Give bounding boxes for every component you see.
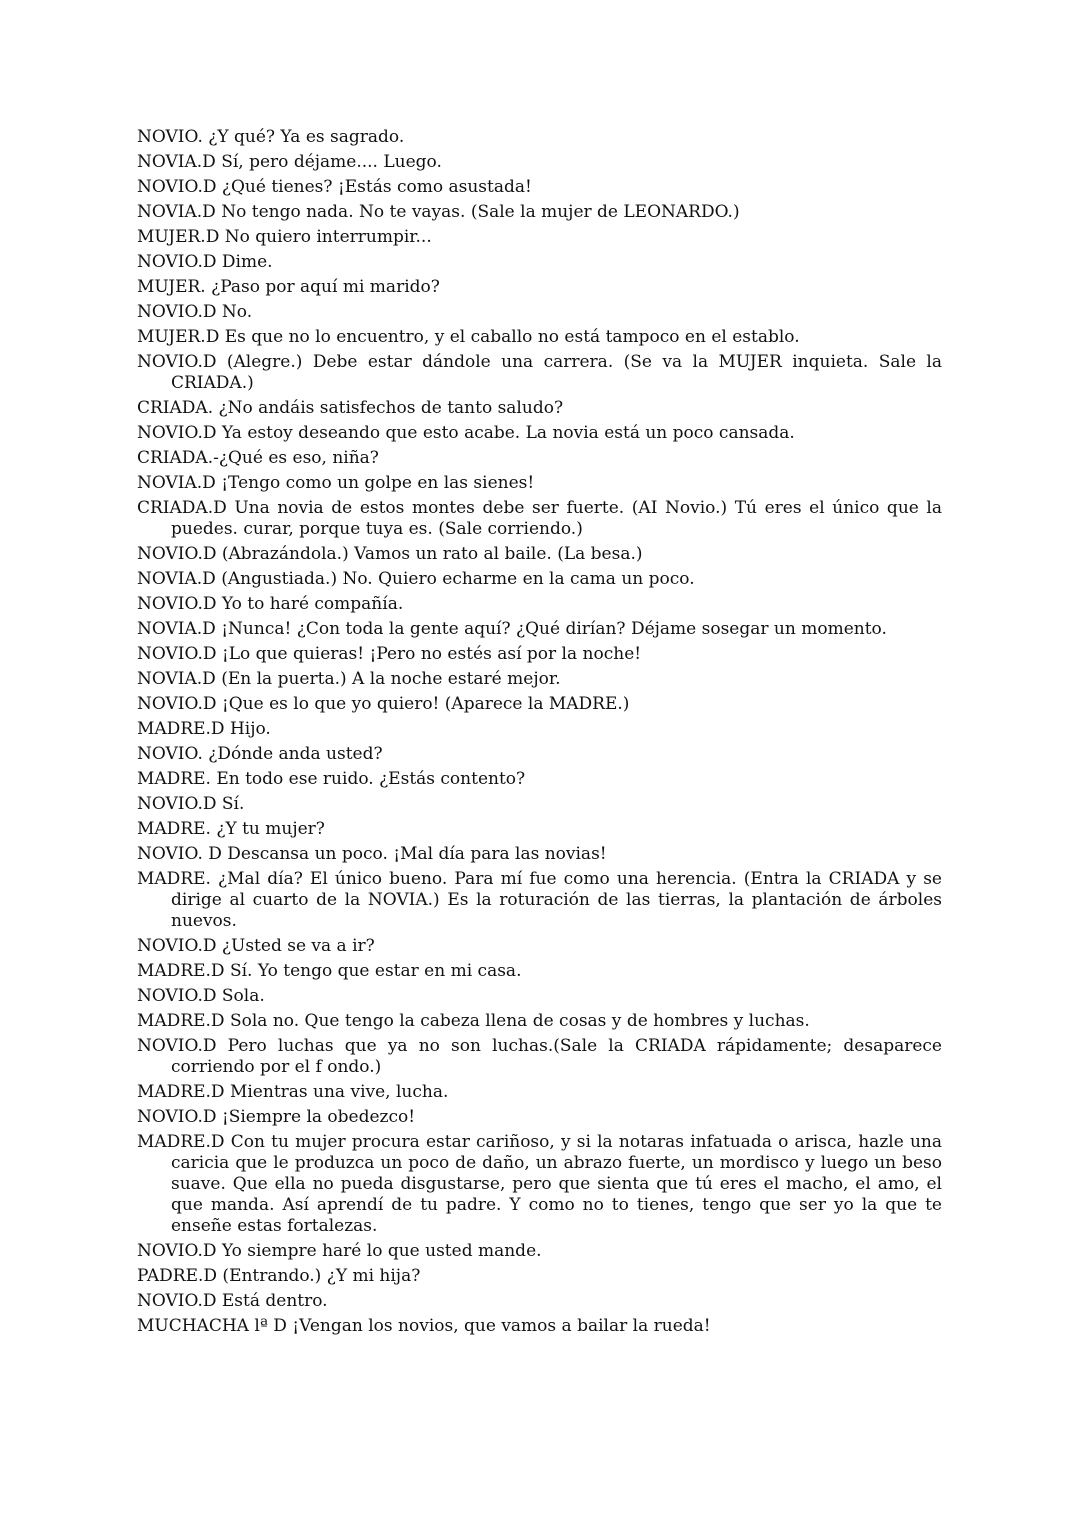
dialogue-line: NOVIO.D Pero luchas que ya no son luchas.(Sale la CRIADA rápidamente; desaparece corriendo por el f ondo.): [137, 1036, 942, 1077]
dialogue-line: CRIADA.-¿Qué es eso, niña?: [137, 448, 379, 468]
dialogue-line: NOVIO. ¿Y qué? Ya es sagrado.: [137, 127, 405, 147]
dialogue-line: NOVIO.D Yo to haré compañía.: [137, 594, 404, 614]
dialogue-line: MUJER.D No quiero interrumpir...: [137, 227, 432, 247]
dialogue-line: NOVIO.D Sola.: [137, 986, 265, 1006]
dialogue-line: PADRE.D (Entrando.) ¿Y mi hija?: [137, 1266, 421, 1286]
script-page: [137, 127, 942, 1341]
dialogue-line: MADRE.D Hijo.: [137, 719, 271, 739]
dialogue-line: NOVIO.D ¡Siempre la obedezco!: [137, 1107, 416, 1127]
dialogue-line: MADRE. ¿Y tu mujer?: [137, 819, 325, 839]
dialogue-line: NOVIO.D (Abrazándola.) Vamos un rato al baile. (La besa.): [137, 544, 643, 564]
dialogue-line: MUCHACHA lª D ¡Vengan los novios, que vamos a bailar la rueda!: [137, 1316, 711, 1336]
dialogue-line: NOVIO.D ¿Usted se va a ir?: [137, 936, 375, 956]
dialogue-line: NOVIO.D Dime.: [137, 252, 273, 272]
dialogue-line: NOVIO.D No.: [137, 302, 253, 322]
dialogue-line: CRIADA.D Una novia de estos montes debe ser fuerte. (AI Novio.) Tú eres el único que la puedes. curar, porque tuya es. (Sale corriendo.): [137, 498, 942, 539]
dialogue-line: MADRE. ¿Mal día? El único bueno. Para mí fue como una herencia. (Entra la CRIADA y se dirige al cuarto de la NOVIA.) Es la roturación de las tierras, la plantación de árboles nuevos.: [137, 869, 942, 931]
dialogue-line: NOVIA.D Sí, pero déjame.... Luego.: [137, 152, 442, 172]
dialogue-line: NOVIO.D ¡Lo que quieras! ¡Pero no estés así por la noche!: [137, 644, 642, 664]
dialogue-line: MADRE.D Mientras una vive, lucha.: [137, 1082, 449, 1102]
dialogue-line: NOVIA.D ¡Tengo como un golpe en las sienes!: [137, 473, 535, 493]
dialogue-line: NOVIA.D (En la puerta.) A la noche estaré mejor.: [137, 669, 561, 689]
dialogue-line: MUJER. ¿Paso por aquí mi marido?: [137, 277, 440, 297]
dialogue-line: NOVIO.D Ya estoy deseando que esto acabe. La novia está un poco cansada.: [137, 423, 795, 443]
dialogue-line: MADRE.D Con tu mujer procura estar cariñoso, y si la notaras infatuada o arisca, hazle una caricia que le produzca un poco de daño, un abrazo fuerte, un mordisco y luego un beso suave. Que ella no pueda disgustarse, pero que sienta que tú eres el macho, el amo, el que manda. Así aprendí de tu padre. Y como no to tienes, tengo que ser yo la que te enseñe estas fortalezas.: [137, 1132, 942, 1236]
dialogue-line: NOVIO. ¿Dónde anda usted?: [137, 744, 383, 764]
dialogue-line: MADRE. En todo ese ruido. ¿Estás contento?: [137, 769, 526, 789]
dialogue-line: NOVIO.D Sí.: [137, 794, 245, 814]
dialogue-line: NOVIO.D (Alegre.) Debe estar dándole una carrera. (Se va la MUJER inquieta. Sale la CRIADA.): [137, 352, 942, 393]
dialogue-line: NOVIO.D ¿Qué tienes? ¡Estás como asustada!: [137, 177, 532, 197]
dialogue-line: MADRE.D Sola no. Que tengo la cabeza llena de cosas y de hombres y luchas.: [137, 1011, 810, 1031]
dialogue-line: NOVIA.D No tengo nada. No te vayas. (Sale la mujer de LEONARDO.): [137, 202, 740, 222]
dialogue-line: NOVIA.D ¡Nunca! ¿Con toda la gente aquí? ¿Qué dirían? Déjame sosegar un momento.: [137, 619, 887, 639]
dialogue-line: NOVIO. D Descansa un poco. ¡Mal día para las novias!: [137, 844, 607, 864]
dialogue-line: NOVIO.D Yo siempre haré lo que usted mande.: [137, 1241, 542, 1261]
dialogue-line: MUJER.D Es que no lo encuentro, y el caballo no está tampoco en el establo.: [137, 327, 800, 347]
dialogue-line: MADRE.D Sí. Yo tengo que estar en mi casa.: [137, 961, 522, 981]
dialogue-line: NOVIA.D (Angustiada.) No. Quiero echarme en la cama un poco.: [137, 569, 695, 589]
dialogue-line: CRIADA. ¿No andáis satisfechos de tanto saludo?: [137, 398, 564, 418]
dialogue-line: NOVIO.D Está dentro.: [137, 1291, 328, 1311]
dialogue-line: NOVIO.D ¡Que es lo que yo quiero! (Aparece la MADRE.): [137, 694, 630, 714]
